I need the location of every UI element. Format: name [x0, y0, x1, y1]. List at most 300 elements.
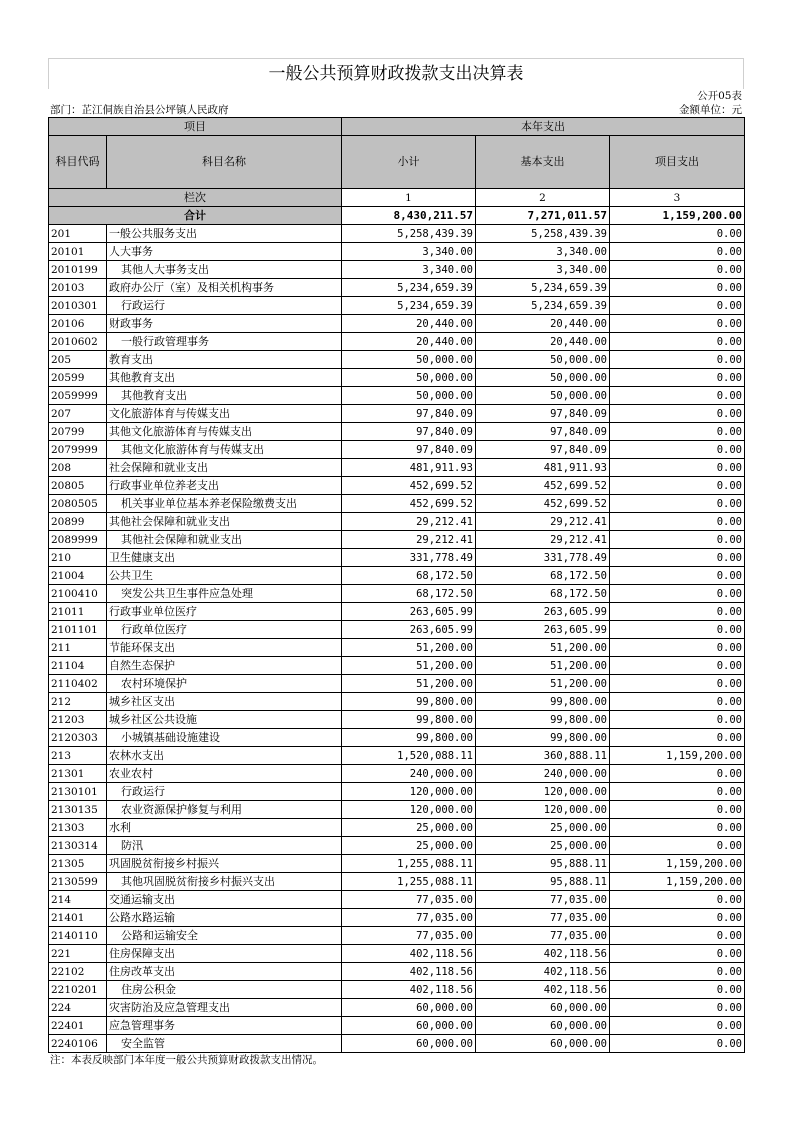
row-subtotal: 99,800.00 [342, 729, 476, 747]
row-subtotal: 99,800.00 [342, 711, 476, 729]
row-name: 卫生健康支出 [107, 549, 342, 567]
row-subtotal: 240,000.00 [342, 765, 476, 783]
row-name: 行政运行 [107, 297, 342, 315]
column-number-2: 2 [476, 189, 610, 207]
row-name: 住房保障支出 [107, 945, 342, 963]
row-code: 2130135 [49, 801, 107, 819]
row-name: 其他人大事务支出 [107, 261, 342, 279]
row-basic: 60,000.00 [476, 1035, 610, 1053]
table-row [49, 405, 745, 423]
row-project: 0.00 [610, 927, 745, 945]
row-basic: 452,699.52 [476, 477, 610, 495]
row-project: 0.00 [610, 765, 745, 783]
row-code: 208 [49, 459, 107, 477]
row-name: 水利 [107, 819, 342, 837]
row-code: 20101 [49, 243, 107, 261]
row-project: 0.00 [610, 603, 745, 621]
table-row [49, 963, 745, 981]
row-basic: 20,440.00 [476, 315, 610, 333]
row-subtotal: 29,212.41 [342, 531, 476, 549]
row-project: 1,159,200.00 [610, 873, 745, 891]
table-row [49, 945, 745, 963]
row-name: 其他社会保障和就业支出 [107, 513, 342, 531]
row-basic: 481,911.93 [476, 459, 610, 477]
row-project: 0.00 [610, 783, 745, 801]
table-row [49, 369, 745, 387]
department-label: 部门：芷江侗族自治县公坪镇人民政府 [50, 104, 229, 116]
row-basic: 29,212.41 [476, 531, 610, 549]
total-subtotal: 8,430,211.57 [342, 207, 476, 225]
row-project: 0.00 [610, 909, 745, 927]
row-subtotal: 5,234,659.39 [342, 297, 476, 315]
row-subtotal: 77,035.00 [342, 909, 476, 927]
row-subtotal: 60,000.00 [342, 999, 476, 1017]
header-code: 科目代码 [49, 136, 107, 189]
row-project: 0.00 [610, 891, 745, 909]
row-subtotal: 1,520,088.11 [342, 747, 476, 765]
row-subtotal: 77,035.00 [342, 927, 476, 945]
table-row [49, 909, 745, 927]
table-row [49, 225, 745, 243]
row-project: 0.00 [610, 711, 745, 729]
row-basic: 51,200.00 [476, 657, 610, 675]
row-project: 0.00 [610, 441, 745, 459]
row-project: 0.00 [610, 1017, 745, 1035]
row-name: 突发公共卫生事件应急处理 [107, 585, 342, 603]
row-basic: 3,340.00 [476, 243, 610, 261]
table-row [49, 927, 745, 945]
row-project: 0.00 [610, 549, 745, 567]
row-basic: 77,035.00 [476, 909, 610, 927]
header-basic: 基本支出 [476, 136, 610, 189]
total-row [49, 207, 745, 225]
column-number-1: 1 [342, 189, 476, 207]
row-code: 2100410 [49, 585, 107, 603]
row-code: 21004 [49, 567, 107, 585]
table-row [49, 657, 745, 675]
row-name: 防汛 [107, 837, 342, 855]
table-row [49, 639, 745, 657]
row-project: 0.00 [610, 639, 745, 657]
row-project: 0.00 [610, 315, 745, 333]
row-code: 20106 [49, 315, 107, 333]
row-subtotal: 25,000.00 [342, 837, 476, 855]
table-row [49, 675, 745, 693]
row-name: 交通运输支出 [107, 891, 342, 909]
row-basic: 77,035.00 [476, 927, 610, 945]
table-row [49, 333, 745, 351]
row-basic: 60,000.00 [476, 999, 610, 1017]
row-basic: 50,000.00 [476, 351, 610, 369]
row-name: 安全监管 [107, 1035, 342, 1053]
row-code: 2140110 [49, 927, 107, 945]
row-code: 21011 [49, 603, 107, 621]
row-basic: 60,000.00 [476, 1017, 610, 1035]
table-row [49, 855, 745, 873]
row-name: 政府办公厅（室）及相关机构事务 [107, 279, 342, 297]
row-code: 221 [49, 945, 107, 963]
row-subtotal: 5,234,659.39 [342, 279, 476, 297]
row-code: 22401 [49, 1017, 107, 1035]
row-code: 213 [49, 747, 107, 765]
row-project: 0.00 [610, 423, 745, 441]
table-row [49, 477, 745, 495]
row-name: 农林水支出 [107, 747, 342, 765]
row-basic: 99,800.00 [476, 693, 610, 711]
row-code: 22102 [49, 963, 107, 981]
row-name: 一般公共服务支出 [107, 225, 342, 243]
row-subtotal: 51,200.00 [342, 657, 476, 675]
row-basic: 331,778.49 [476, 549, 610, 567]
row-code: 2101101 [49, 621, 107, 639]
row-subtotal: 402,118.56 [342, 963, 476, 981]
row-code: 2059999 [49, 387, 107, 405]
row-project: 0.00 [610, 837, 745, 855]
row-name: 其他社会保障和就业支出 [107, 531, 342, 549]
row-code: 214 [49, 891, 107, 909]
row-basic: 97,840.09 [476, 405, 610, 423]
row-subtotal: 481,911.93 [342, 459, 476, 477]
row-basic: 68,172.50 [476, 585, 610, 603]
row-name: 住房公积金 [107, 981, 342, 999]
row-name: 城乡社区公共设施 [107, 711, 342, 729]
row-code: 20899 [49, 513, 107, 531]
table-row [49, 243, 745, 261]
row-basic: 5,258,439.39 [476, 225, 610, 243]
row-basic: 240,000.00 [476, 765, 610, 783]
header-lanci: 栏次 [49, 189, 342, 207]
table-row [49, 1035, 745, 1053]
row-basic: 29,212.41 [476, 513, 610, 531]
row-subtotal: 3,340.00 [342, 261, 476, 279]
row-project: 1,159,200.00 [610, 855, 745, 873]
table-row [49, 747, 745, 765]
row-code: 21301 [49, 765, 107, 783]
row-name: 节能环保支出 [107, 639, 342, 657]
row-basic: 51,200.00 [476, 675, 610, 693]
row-subtotal: 1,255,088.11 [342, 873, 476, 891]
row-subtotal: 60,000.00 [342, 1035, 476, 1053]
row-subtotal: 1,255,088.11 [342, 855, 476, 873]
row-code: 2130314 [49, 837, 107, 855]
row-project: 0.00 [610, 819, 745, 837]
row-basic: 402,118.56 [476, 981, 610, 999]
row-project: 0.00 [610, 261, 745, 279]
row-name: 住房改革支出 [107, 963, 342, 981]
row-code: 20799 [49, 423, 107, 441]
row-basic: 120,000.00 [476, 783, 610, 801]
row-basic: 97,840.09 [476, 441, 610, 459]
row-basic: 263,605.99 [476, 603, 610, 621]
row-code: 2080505 [49, 495, 107, 513]
table-row [49, 441, 745, 459]
header-subtotal: 小计 [342, 136, 476, 189]
row-project: 0.00 [610, 621, 745, 639]
row-subtotal: 402,118.56 [342, 981, 476, 999]
row-name: 财政事务 [107, 315, 342, 333]
form-number: 公开05表 [697, 90, 742, 102]
row-code: 2089999 [49, 531, 107, 549]
row-project: 0.00 [610, 243, 745, 261]
row-code: 21401 [49, 909, 107, 927]
row-subtotal: 51,200.00 [342, 675, 476, 693]
row-name: 一般行政管理事务 [107, 333, 342, 351]
row-basic: 95,888.11 [476, 855, 610, 873]
row-project: 0.00 [610, 495, 745, 513]
row-project: 0.00 [610, 531, 745, 549]
row-subtotal: 120,000.00 [342, 783, 476, 801]
row-subtotal: 25,000.00 [342, 819, 476, 837]
row-basic: 20,440.00 [476, 333, 610, 351]
table-row [49, 297, 745, 315]
row-subtotal: 20,440.00 [342, 315, 476, 333]
total-label: 合计 [49, 207, 342, 225]
table-row [49, 261, 745, 279]
table-row [49, 765, 745, 783]
table-note: 注：本表反映部门本年度一般公共预算财政拨款支出情况。 [50, 1054, 323, 1066]
table-row [49, 999, 745, 1017]
row-name: 公路和运输安全 [107, 927, 342, 945]
row-code: 210 [49, 549, 107, 567]
row-subtotal: 99,800.00 [342, 693, 476, 711]
row-subtotal: 120,000.00 [342, 801, 476, 819]
row-code: 201 [49, 225, 107, 243]
row-subtotal: 60,000.00 [342, 1017, 476, 1035]
row-basic: 50,000.00 [476, 387, 610, 405]
table-row [49, 549, 745, 567]
table-row [49, 315, 745, 333]
row-basic: 25,000.00 [476, 837, 610, 855]
table-row [49, 621, 745, 639]
row-subtotal: 97,840.09 [342, 441, 476, 459]
table-row [49, 603, 745, 621]
total-basic: 7,271,011.57 [476, 207, 610, 225]
row-subtotal: 29,212.41 [342, 513, 476, 531]
row-subtotal: 68,172.50 [342, 567, 476, 585]
row-project: 0.00 [610, 225, 745, 243]
row-basic: 5,234,659.39 [476, 279, 610, 297]
table-row [49, 711, 745, 729]
row-code: 20805 [49, 477, 107, 495]
row-code: 2010301 [49, 297, 107, 315]
row-code: 2079999 [49, 441, 107, 459]
form-number-row [48, 89, 744, 103]
row-code: 207 [49, 405, 107, 423]
row-basic: 402,118.56 [476, 945, 610, 963]
row-project: 0.00 [610, 963, 745, 981]
row-code: 2210201 [49, 981, 107, 999]
unit-label: 金额单位：元 [679, 104, 742, 116]
row-name: 机关事业单位基本养老保险缴费支出 [107, 495, 342, 513]
row-basic: 77,035.00 [476, 891, 610, 909]
report-sheet [48, 58, 744, 1067]
table-row [49, 981, 745, 999]
row-code: 2010602 [49, 333, 107, 351]
row-name: 其他文化旅游体育与传媒支出 [107, 423, 342, 441]
row-code: 2240106 [49, 1035, 107, 1053]
row-code: 21303 [49, 819, 107, 837]
row-name: 其他巩固脱贫衔接乡村振兴支出 [107, 873, 342, 891]
row-code: 205 [49, 351, 107, 369]
row-code: 2130599 [49, 873, 107, 891]
row-code: 2010199 [49, 261, 107, 279]
row-name: 自然生态保护 [107, 657, 342, 675]
row-subtotal: 20,440.00 [342, 333, 476, 351]
expenditure-table [48, 117, 745, 1053]
row-project: 0.00 [610, 279, 745, 297]
row-subtotal: 331,778.49 [342, 549, 476, 567]
row-name: 公路水路运输 [107, 909, 342, 927]
row-basic: 68,172.50 [476, 567, 610, 585]
row-subtotal: 50,000.00 [342, 387, 476, 405]
table-row [49, 495, 745, 513]
row-name: 农村环境保护 [107, 675, 342, 693]
row-subtotal: 68,172.50 [342, 585, 476, 603]
row-project: 0.00 [610, 477, 745, 495]
row-basic: 25,000.00 [476, 819, 610, 837]
table-row [49, 459, 745, 477]
row-name: 其他教育支出 [107, 387, 342, 405]
row-name: 行政事业单位养老支出 [107, 477, 342, 495]
header-project-expenditure: 项目支出 [610, 136, 745, 189]
row-name: 教育支出 [107, 351, 342, 369]
table-row [49, 729, 745, 747]
row-basic: 263,605.99 [476, 621, 610, 639]
row-name: 农业农村 [107, 765, 342, 783]
row-project: 0.00 [610, 369, 745, 387]
row-subtotal: 77,035.00 [342, 891, 476, 909]
row-project: 0.00 [610, 297, 745, 315]
row-project: 0.00 [610, 387, 745, 405]
row-project: 0.00 [610, 981, 745, 999]
row-name: 公共卫生 [107, 567, 342, 585]
table-row [49, 567, 745, 585]
row-code: 2120303 [49, 729, 107, 747]
row-subtotal: 452,699.52 [342, 477, 476, 495]
row-code: 211 [49, 639, 107, 657]
row-basic: 95,888.11 [476, 873, 610, 891]
row-code: 212 [49, 693, 107, 711]
row-project: 0.00 [610, 585, 745, 603]
table-row [49, 531, 745, 549]
header-name: 科目名称 [107, 136, 342, 189]
row-name: 行政运行 [107, 783, 342, 801]
column-number-3: 3 [610, 189, 745, 207]
table-row [49, 1017, 745, 1035]
row-code: 224 [49, 999, 107, 1017]
row-basic: 97,840.09 [476, 423, 610, 441]
row-project: 0.00 [610, 1035, 745, 1053]
row-basic: 452,699.52 [476, 495, 610, 513]
row-name: 行政事业单位医疗 [107, 603, 342, 621]
table-row [49, 279, 745, 297]
row-basic: 3,340.00 [476, 261, 610, 279]
row-name: 文化旅游体育与传媒支出 [107, 405, 342, 423]
row-name: 巩固脱贫衔接乡村振兴 [107, 855, 342, 873]
row-subtotal: 402,118.56 [342, 945, 476, 963]
table-row [49, 423, 745, 441]
row-name: 人大事务 [107, 243, 342, 261]
row-subtotal: 50,000.00 [342, 369, 476, 387]
row-basic: 402,118.56 [476, 963, 610, 981]
row-project: 0.00 [610, 693, 745, 711]
table-row [49, 693, 745, 711]
header-project: 项目 [49, 118, 342, 136]
row-subtotal: 263,605.99 [342, 603, 476, 621]
row-project: 0.00 [610, 729, 745, 747]
table-row [49, 837, 745, 855]
row-project: 0.00 [610, 945, 745, 963]
row-project: 0.00 [610, 333, 745, 351]
row-project: 0.00 [610, 513, 745, 531]
row-project: 0.00 [610, 405, 745, 423]
table-row [49, 351, 745, 369]
row-project: 0.00 [610, 999, 745, 1017]
row-code: 2110402 [49, 675, 107, 693]
row-subtotal: 5,258,439.39 [342, 225, 476, 243]
row-subtotal: 51,200.00 [342, 639, 476, 657]
row-subtotal: 3,340.00 [342, 243, 476, 261]
row-subtotal: 97,840.09 [342, 423, 476, 441]
row-name: 灾害防治及应急管理支出 [107, 999, 342, 1017]
header-current-year: 本年支出 [342, 118, 745, 136]
row-project: 0.00 [610, 657, 745, 675]
row-basic: 360,888.11 [476, 747, 610, 765]
report-title: 一般公共预算财政拨款支出决算表 [48, 58, 744, 89]
table-row [49, 387, 745, 405]
row-code: 20103 [49, 279, 107, 297]
row-subtotal: 97,840.09 [342, 405, 476, 423]
row-project: 0.00 [610, 351, 745, 369]
table-row [49, 819, 745, 837]
row-basic: 99,800.00 [476, 729, 610, 747]
table-row [49, 513, 745, 531]
row-name: 农业资源保护修复与利用 [107, 801, 342, 819]
table-row [49, 873, 745, 891]
row-code: 20599 [49, 369, 107, 387]
row-name: 小城镇基础设施建设 [107, 729, 342, 747]
row-code: 21305 [49, 855, 107, 873]
row-name: 其他教育支出 [107, 369, 342, 387]
row-subtotal: 50,000.00 [342, 351, 476, 369]
row-project: 1,159,200.00 [610, 747, 745, 765]
row-basic: 5,234,659.39 [476, 297, 610, 315]
row-name: 城乡社区支出 [107, 693, 342, 711]
table-row [49, 891, 745, 909]
table-row [49, 783, 745, 801]
row-basic: 99,800.00 [476, 711, 610, 729]
total-project: 1,159,200.00 [610, 207, 745, 225]
row-basic: 50,000.00 [476, 369, 610, 387]
row-code: 2130101 [49, 783, 107, 801]
row-basic: 120,000.00 [476, 801, 610, 819]
row-project: 0.00 [610, 675, 745, 693]
row-project: 0.00 [610, 459, 745, 477]
row-subtotal: 263,605.99 [342, 621, 476, 639]
table-row [49, 801, 745, 819]
row-name: 社会保障和就业支出 [107, 459, 342, 477]
row-name: 行政单位医疗 [107, 621, 342, 639]
table-row [49, 585, 745, 603]
row-code: 21104 [49, 657, 107, 675]
row-code: 21203 [49, 711, 107, 729]
row-name: 其他文化旅游体育与传媒支出 [107, 441, 342, 459]
row-project: 0.00 [610, 801, 745, 819]
department-row [48, 103, 744, 117]
row-name: 应急管理事务 [107, 1017, 342, 1035]
row-basic: 51,200.00 [476, 639, 610, 657]
row-subtotal: 452,699.52 [342, 495, 476, 513]
